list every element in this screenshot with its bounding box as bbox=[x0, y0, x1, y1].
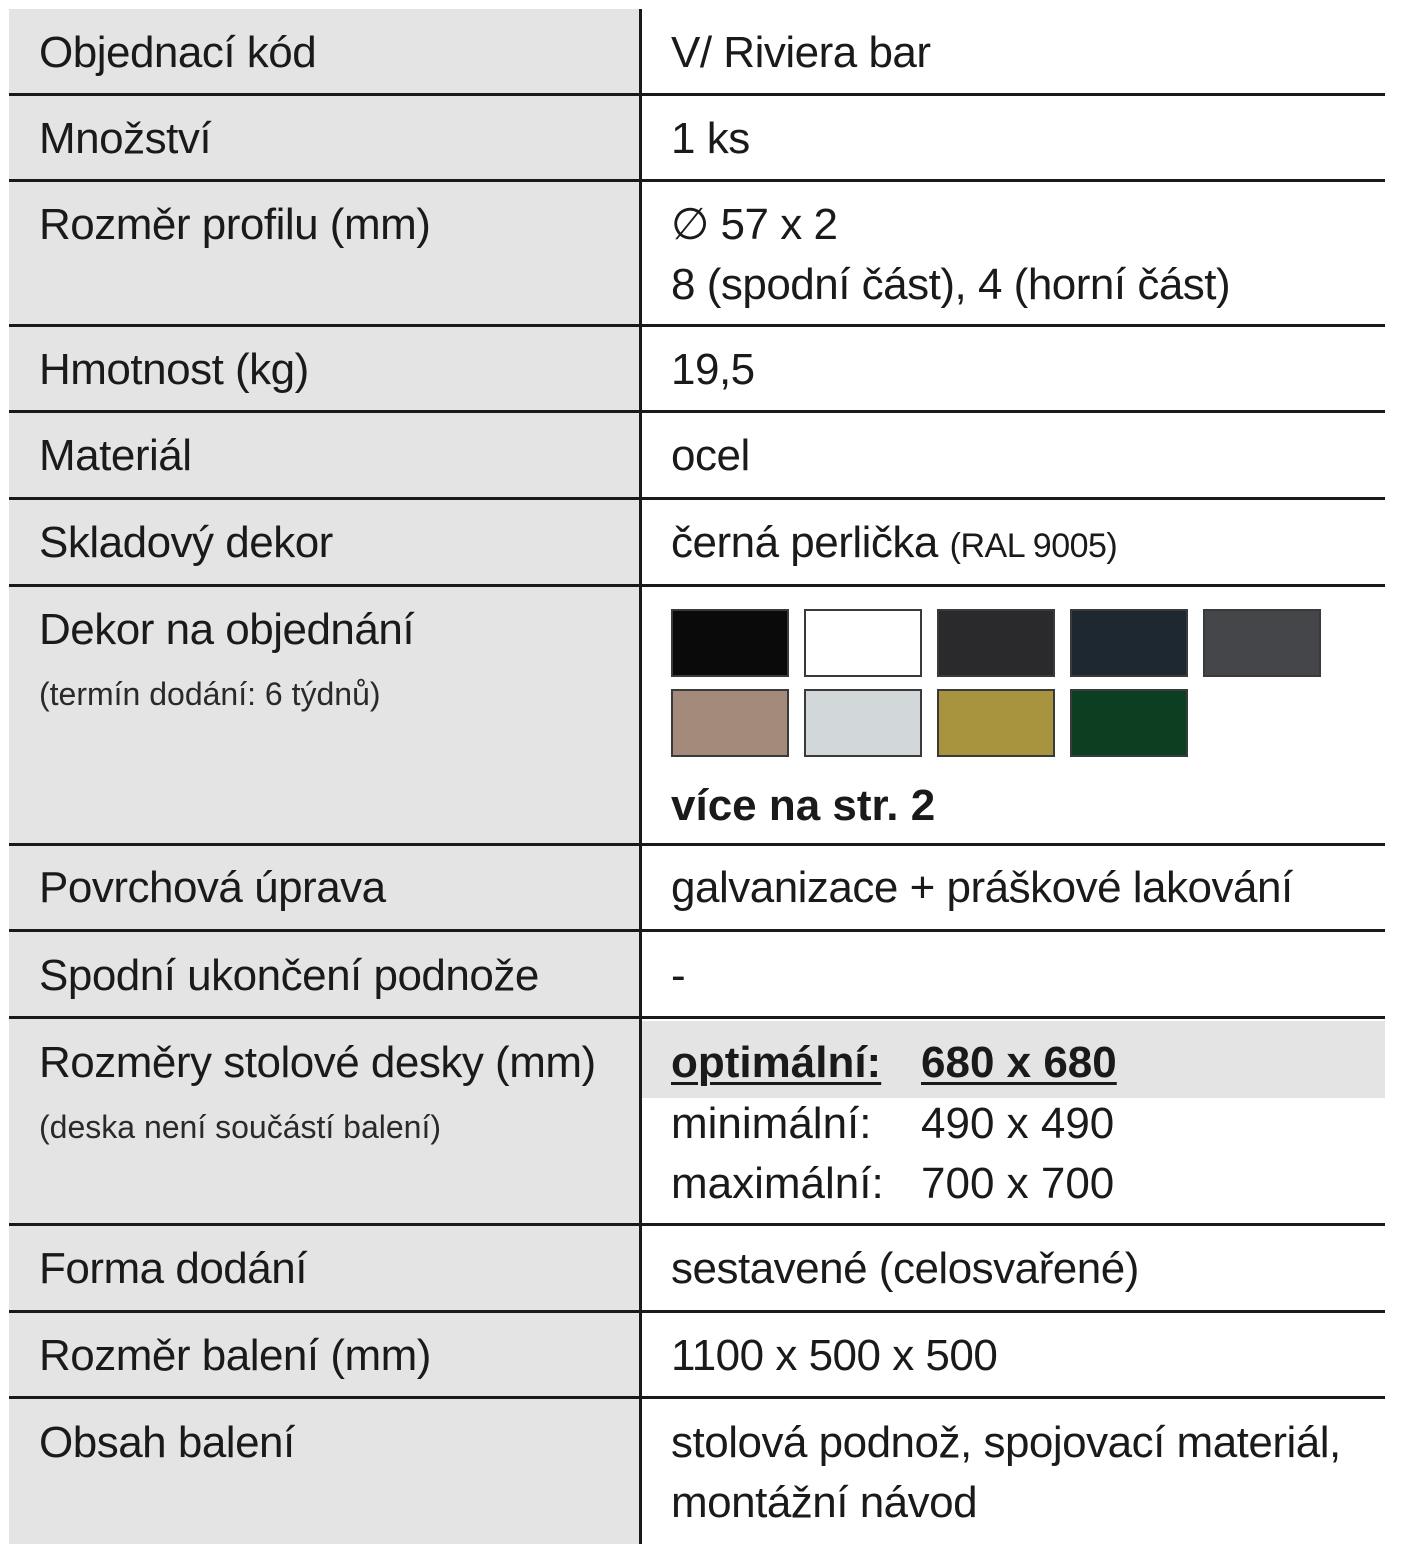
value-package-size: 1100 x 500 x 500 bbox=[671, 1331, 998, 1380]
label-bottom-end: Spodní ukončení podnože bbox=[39, 951, 539, 1000]
row-divider bbox=[9, 1016, 1385, 1019]
value-weight: 19,5 bbox=[671, 345, 755, 394]
maximal-value: 700 x 700 bbox=[921, 1159, 1115, 1208]
row-divider bbox=[9, 410, 1385, 413]
row-divider bbox=[9, 929, 1385, 932]
label-order-code: Objednací kód bbox=[39, 28, 317, 77]
more-on-page-2: více na str. 2 bbox=[671, 781, 936, 830]
profile-thickness: 8 (spodní část), 4 (horní část) bbox=[671, 260, 1231, 309]
label-tabletop-size: Rozměry stolové desky (mm) bbox=[39, 1038, 596, 1087]
column-divider bbox=[639, 9, 642, 1544]
label-material: Materiál bbox=[39, 431, 192, 480]
color-swatch bbox=[671, 689, 789, 757]
label-profile-size: Rozměr profilu (mm) bbox=[39, 200, 431, 249]
package-contents-line-2: montážní návod bbox=[671, 1478, 978, 1527]
maximal-key: maximální: bbox=[671, 1159, 884, 1208]
value-bottom-end: - bbox=[671, 951, 686, 1000]
row-divider bbox=[9, 1310, 1385, 1313]
label-weight: Hmotnost (kg) bbox=[39, 345, 309, 394]
value-stock-decor bbox=[671, 516, 1117, 573]
row-divider bbox=[9, 584, 1385, 587]
label-surface-finish: Povrchová úprava bbox=[39, 863, 386, 912]
row-divider bbox=[9, 93, 1385, 96]
optimal-value: 680 x 680 bbox=[921, 1038, 1117, 1087]
package-contents-line-1: stolová podnož, spojovací materiál, bbox=[671, 1418, 1341, 1467]
label-package-size: Rozměr balení (mm) bbox=[39, 1331, 431, 1380]
color-swatch bbox=[937, 609, 1055, 677]
value-delivery-form: sestavené (celosvařené) bbox=[671, 1244, 1139, 1293]
value-profile-size bbox=[671, 195, 1230, 315]
label-quantity: Množství bbox=[39, 114, 212, 163]
row-divider bbox=[9, 843, 1385, 846]
optimal-key: optimální: bbox=[671, 1038, 882, 1087]
color-swatch bbox=[1070, 609, 1188, 677]
profile-diameter: ∅ 57 x 2 bbox=[671, 200, 838, 249]
color-swatch bbox=[1203, 609, 1321, 677]
value-quantity: 1 ks bbox=[671, 114, 750, 163]
row-divider bbox=[9, 179, 1385, 182]
row-divider bbox=[9, 1396, 1385, 1399]
color-swatch bbox=[1070, 689, 1188, 757]
tabletop-maximal bbox=[671, 1157, 1114, 1211]
row-divider bbox=[9, 497, 1385, 500]
label-delivery-form: Forma dodání bbox=[39, 1244, 307, 1293]
row-divider bbox=[9, 324, 1385, 327]
row-divider bbox=[9, 1223, 1385, 1226]
value-material: ocel bbox=[671, 431, 750, 480]
tabletop-minimal bbox=[671, 1097, 1114, 1151]
sublabel-delivery-time: (termín dodání: 6 týdnů) bbox=[39, 676, 381, 712]
spec-table bbox=[9, 9, 1385, 1544]
color-swatch bbox=[804, 689, 922, 757]
value-order-code: V/ Riviera bar bbox=[671, 28, 931, 77]
sublabel-tabletop-note: (deska není součástí balení) bbox=[39, 1109, 442, 1145]
color-swatch bbox=[671, 609, 789, 677]
label-package-contents: Obsah balení bbox=[39, 1418, 295, 1467]
minimal-value: 490 x 490 bbox=[921, 1099, 1115, 1148]
label-decor-on-order: Dekor na objednání bbox=[39, 605, 415, 654]
color-swatch bbox=[937, 689, 1055, 757]
color-swatch bbox=[804, 609, 922, 677]
label-stock-decor: Skladový dekor bbox=[39, 518, 333, 567]
stock-decor-ral: (RAL 9005) bbox=[949, 527, 1118, 565]
minimal-key: minimální: bbox=[671, 1099, 872, 1148]
value-package-contents bbox=[671, 1413, 1341, 1533]
stock-decor-name: černá perlička bbox=[671, 518, 938, 567]
value-surface-finish: galvanizace + práškové lakování bbox=[671, 863, 1293, 912]
tabletop-optimal bbox=[671, 1036, 1117, 1090]
